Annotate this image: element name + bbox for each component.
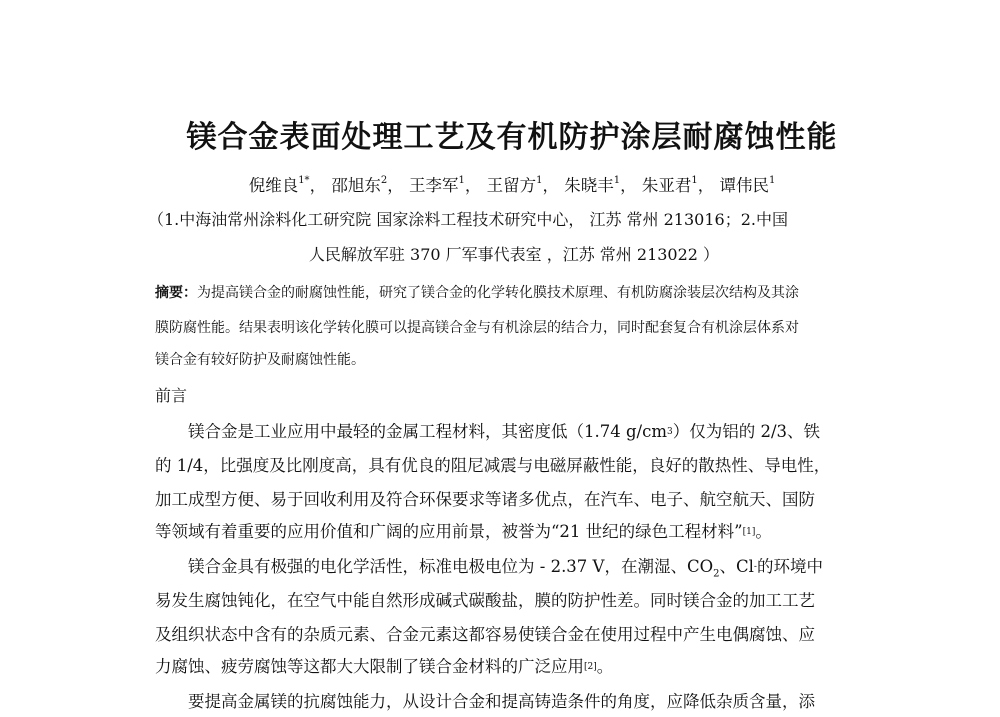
section-heading: 前言	[155, 386, 188, 405]
author-list	[12, 172, 1000, 196]
abstract-line-1: 摘要：为提高镁合金的耐腐蚀性能，研究了镁合金的化学转化膜技术原理、有机防腐涂装层次结构及其涂	[155, 285, 799, 301]
author: 王李军$^1$，	[408, 174, 482, 195]
p2-line-2: 易发生腐蚀钝化，在空气中能自然形成碱式碳酸盐，膜的防护性差。同时镁合金的加工工艺	[155, 591, 815, 610]
p1-line-3: 加工成型方便、易于回收利用及符合环保要求等诸多优点，在汽车、电子、航空航天、国防	[155, 490, 815, 509]
abstract-label: 摘要：	[155, 285, 197, 301]
p2-line-4: 力腐蚀、疲劳腐蚀等这都大大限制了镁合金材料的广泛应用[2]。	[155, 657, 614, 676]
citation: [2]	[584, 662, 597, 672]
p1-line-1: 镁合金是工业应用中最轻的金属工程材料，其密度低（1.74 g/cm$^3$）仅为铝的 2/3、铁	[188, 422, 821, 441]
affiliation-line-2: 人民解放军驻 370 厂军事代表室 ，江苏 常州 213022 ）	[308, 245, 720, 264]
p1-line-2: 的 1/4，比强度及比刚度高，具有优良的阻尼减震与电磁屏蔽性能，良好的散热性、导电性，	[155, 456, 831, 475]
abstract-line-3: 镁合金有较好防护及耐腐蚀性能。	[155, 352, 365, 368]
abstract-line-2: 膜防腐性能。结果表明该化学转化膜可以提高镁合金与有机涂层的结合力，同时配套复合有机涂层体系对	[155, 320, 799, 336]
author: 邵旭东$^2$，	[331, 174, 404, 195]
author: 倪维良$^{1*}$，	[248, 174, 327, 195]
p2-line-3: 及组织状态中含有的杂质元素、合金元素这都容易使镁合金在使用过程中产生电偶腐蚀、应	[155, 625, 815, 644]
author: 朱晓丰$^1$，	[564, 174, 637, 195]
author: 王留方$^1$，	[486, 174, 559, 195]
affiliation-line-1: （1.中海油常州涂料化工研究院 国家涂料工程技术研究中心， 江苏 常州 213016；2.中国	[148, 210, 788, 229]
p2-line-1: 镁合金具有极强的电化学活性，标准电极电位为 - 2.37 V，在潮湿、$CO_2$、Cl-的环境中	[188, 557, 823, 580]
paper-title: 镁合金表面处理工艺及有机防护涂层耐腐蚀性能	[186, 120, 838, 155]
p1-line-4: 等领域有着重要的应用价值和广阔的应用前景，被誉为“21 世纪的绿色工程材料”[1]。	[155, 522, 772, 541]
p3-line-1: 要提高金属镁的抗腐蚀能力，从设计合金和提高铸造条件的角度，应降低杂质含量，添	[188, 692, 815, 711]
author: 谭伟民$^1$	[719, 174, 776, 195]
author: 朱亚君$^1$，	[641, 174, 715, 195]
citation: [1]	[742, 527, 756, 537]
